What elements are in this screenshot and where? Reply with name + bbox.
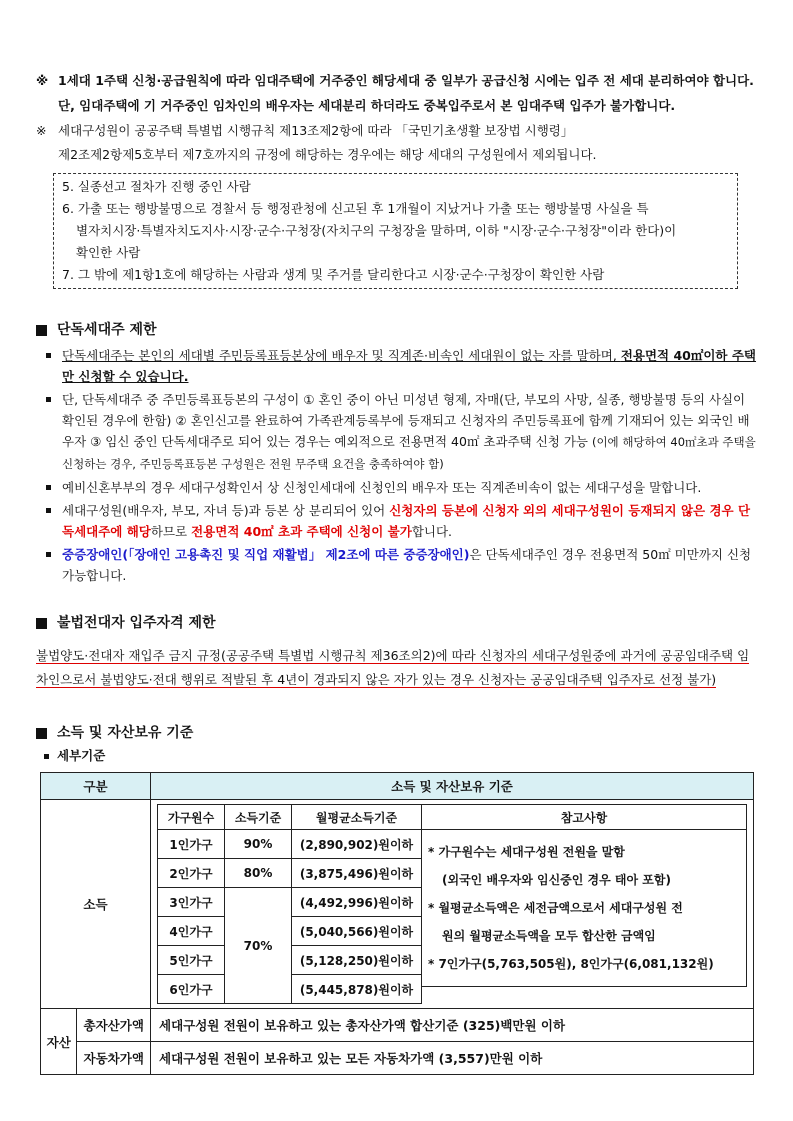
row-income-label: 소득 — [41, 800, 151, 1009]
exclusion-item-7: 7. 그 밖에 제1항1호에 해당하는 사람과 생계 및 주거를 달리한다고 시장·군수·구청장이 확인한 사람 — [62, 267, 605, 282]
col-type: 구분 — [41, 773, 151, 800]
square-bullet-icon — [36, 728, 47, 739]
section-title: 불법전대자 입주자격 제한 — [57, 615, 216, 631]
ref-line: * 월평균소득액은 세전금액으로서 세대구성원 전 — [428, 901, 683, 915]
exclusion-item-6-cont2: 확인한 사람 — [76, 245, 141, 260]
income-inner-table — [157, 804, 422, 1004]
amount-cell: (3,875,496)원이하 — [292, 859, 422, 888]
pct-cell: 80% — [225, 859, 292, 888]
reference-table — [421, 804, 747, 987]
separation-text-3: 합니다. — [411, 524, 453, 539]
separation-text-2: 하므로 — [150, 524, 192, 539]
ref-cell — [422, 830, 747, 987]
bullet-item — [36, 477, 758, 498]
document-page — [36, 68, 758, 1075]
table-row — [158, 888, 422, 917]
amount-cell: (5,128,250)원이하 — [292, 946, 422, 975]
amount-cell: (5,445,878)원이하 — [292, 975, 422, 1004]
bullet-icon — [46, 552, 51, 557]
members-cell: 3인가구 — [158, 888, 225, 917]
bullet-icon — [44, 754, 49, 759]
amount-cell: (5,040,566)원이하 — [292, 917, 422, 946]
exclusion-item-6: 6. 가출 또는 행방불명으로 경찰서 등 행정관청에 신고된 후 1개월이 지났거나 가출 또는 행방불명 사실을 특 — [62, 201, 649, 216]
exception-text: 단, 단독세대주 중 주민등록표등본의 구성이 ① 혼인 중이 아닌 미성년 형제, 자매(단, 부모의 사망, 실종, 행방불명 등의 사실이 확인된 경우에 한함) ② 혼인신고를 완료하여 가족관계등록부에 등재되고 신청자의 주민등록표에 함께 기재되어 있는 외국인 배우자 ③ 임신 중인 단독세대주로 되어 있는 경우는 예외적으로 전용면적 40㎡ 초과주택 신청 가능 — [62, 392, 750, 449]
inner-col-amount: 월평균소득기준 — [292, 805, 422, 830]
separation-warning: 신청자의 등본에 신청자 외의 세대구성원이 등재되지 않은 경우 단독세대주에 해당 — [62, 503, 751, 539]
members-cell: 5인가구 — [158, 946, 225, 975]
ref-header: 참고사항 — [422, 805, 747, 830]
table-row — [158, 830, 422, 859]
notice-1 — [36, 68, 758, 118]
single-rule-emphasis: 전용면적 40㎡이하 주택만 신청할 수 있습니다. — [62, 348, 757, 384]
pct-cell: 70% — [225, 888, 292, 1004]
ref-line: * 가구원수는 세대구성원 전원을 말함 — [428, 845, 625, 859]
amount-cell: (4,492,996)원이하 — [292, 888, 422, 917]
bullet-item — [36, 544, 758, 586]
ref-line: * 7인가구(5,763,505원), 8인가구(6,081,132원) — [428, 957, 714, 971]
bullet-icon — [46, 508, 51, 513]
members-cell: 4인가구 — [158, 917, 225, 946]
disabled-emphasis: 중증장애인(「장애인 고용촉진 및 직업 재활법」 제2조에 따른 중증장애인) — [62, 547, 470, 562]
sub-heading — [36, 746, 758, 766]
disabled-text: 은 단독세대주인 경우 전용면적 50㎡ 미만까지 신청 가능합니다. — [62, 547, 752, 583]
note-mark: ※ — [36, 123, 47, 138]
col-standard: 소득 및 자산보유 기준 — [151, 773, 754, 800]
bullet-icon — [46, 397, 51, 402]
notice-1-text: 1세대 1주택 신청·공급원칙에 따라 임대주택에 거주중인 해당세대 중 일부가 공급신청 시에는 입주 전 세대 분리하여야 합니다. 단, 임대주택에 기 거주중인 임차인의 배우자는 세대분리 하더라도 중복입주로서 본 임대주택 입주가 불가합니다. — [58, 73, 754, 113]
bullet-item — [36, 500, 758, 542]
pct-cell: 90% — [225, 830, 292, 859]
table-row — [158, 859, 422, 888]
illegal-paragraph — [36, 644, 758, 692]
notice-2 — [36, 119, 758, 143]
separation-warning-2: 전용면적 40㎡ 초과 주택에 신청이 불가 — [191, 524, 412, 539]
asset-total-label: 총자산가액 — [77, 1009, 151, 1042]
notice-2-line1: 세대구성원이 공공주택 특별법 시행규칙 제13조제2항에 따라 「국민기초생활 보장법 시행령」 — [58, 123, 574, 138]
section-title: 단독세대주 제한 — [57, 322, 157, 338]
asset-label: 자산 — [41, 1009, 77, 1075]
amount-cell: (2,890,902)원이하 — [292, 830, 422, 859]
asset-total-value: 세대구성원 전원이 보유하고 있는 총자산가액 합산기준 (325)백만원 이하 — [151, 1009, 754, 1042]
square-bullet-icon — [36, 618, 47, 629]
section-single-head — [36, 319, 758, 341]
section-title: 소득 및 자산보유 기준 — [57, 725, 194, 741]
single-rule-text: 단독세대주는 본인의 세대별 주민등록표등본상에 배우자 및 직계존·비속인 세대원이 없는 자를 말하며, — [62, 348, 621, 363]
members-cell: 6인가구 — [158, 975, 225, 1004]
asset-car-value: 세대구성원 전원이 보유하고 있는 모든 자동차가액 (3,557)만원 이하 — [151, 1042, 754, 1075]
exclusion-box — [53, 173, 738, 289]
note-mark: ※ — [36, 73, 49, 88]
bullet-item — [36, 389, 758, 475]
separation-text: 세대구성원(배우자, 부모, 자녀 등)과 등본 상 분리되어 있어 — [62, 503, 390, 518]
section-income-head — [36, 722, 758, 744]
exclusion-item-6-cont: 별자치시장·특별자치도지사·시장·군수·구청장(자치구의 구청장을 말하며, 이하 "시장·군수·구청장"이라 한다)이 — [76, 223, 677, 238]
ref-line: (외국인 배우자와 임신중인 경우 태아 포함) — [442, 873, 671, 887]
members-cell: 1인가구 — [158, 830, 225, 859]
income-asset-table — [40, 772, 754, 1075]
square-bullet-icon — [36, 325, 47, 336]
bullet-icon — [46, 353, 51, 358]
inner-col-pct: 소득기준 — [225, 805, 292, 830]
exclusion-item-5: 5. 실종선고 절차가 진행 중인 사람 — [62, 179, 251, 194]
ref-line: 원의 월평균소득액을 모두 합산한 금액임 — [442, 929, 656, 943]
inner-col-members: 가구원수 — [158, 805, 225, 830]
exception-note: (이에 해당하여 40㎡초과 주택을 신청하는 경우, 주민등록표등본 구성원은 전원 무주택 요건을 충족하여야 함) — [62, 435, 756, 471]
notice-2-line2: 제2조제2항제5호부터 제7호까지의 규정에 해당하는 경우에는 해당 세대의 구성원에서 제외됩니다. — [58, 147, 597, 162]
asset-car-label: 자동차가액 — [77, 1042, 151, 1075]
members-cell: 2인가구 — [158, 859, 225, 888]
bullet-item — [36, 345, 758, 387]
section-illegal-head — [36, 612, 758, 634]
prenewlywed-text: 예비신혼부부의 경우 세대구성확인서 상 신청인세대에 신청인의 배우자 또는 직계존비속이 없는 세대구성을 말합니다. — [62, 480, 702, 495]
illegal-text: 불법양도·전대자 재입주 금지 규정(공공주택 특별법 시행규칙 제36조의2)에 따라 신청자의 세대구성원중에 과거에 공공임대주택 임차인으로서 불법양도·전대 행위로 적발된 후 4년이 경과되지 않은 자가 있는 경우 신청자는 공공임대주택 입주자로 선정 불가) — [36, 648, 750, 687]
sub-heading-text: 세부기준 — [57, 748, 106, 763]
bullet-icon — [46, 485, 51, 490]
